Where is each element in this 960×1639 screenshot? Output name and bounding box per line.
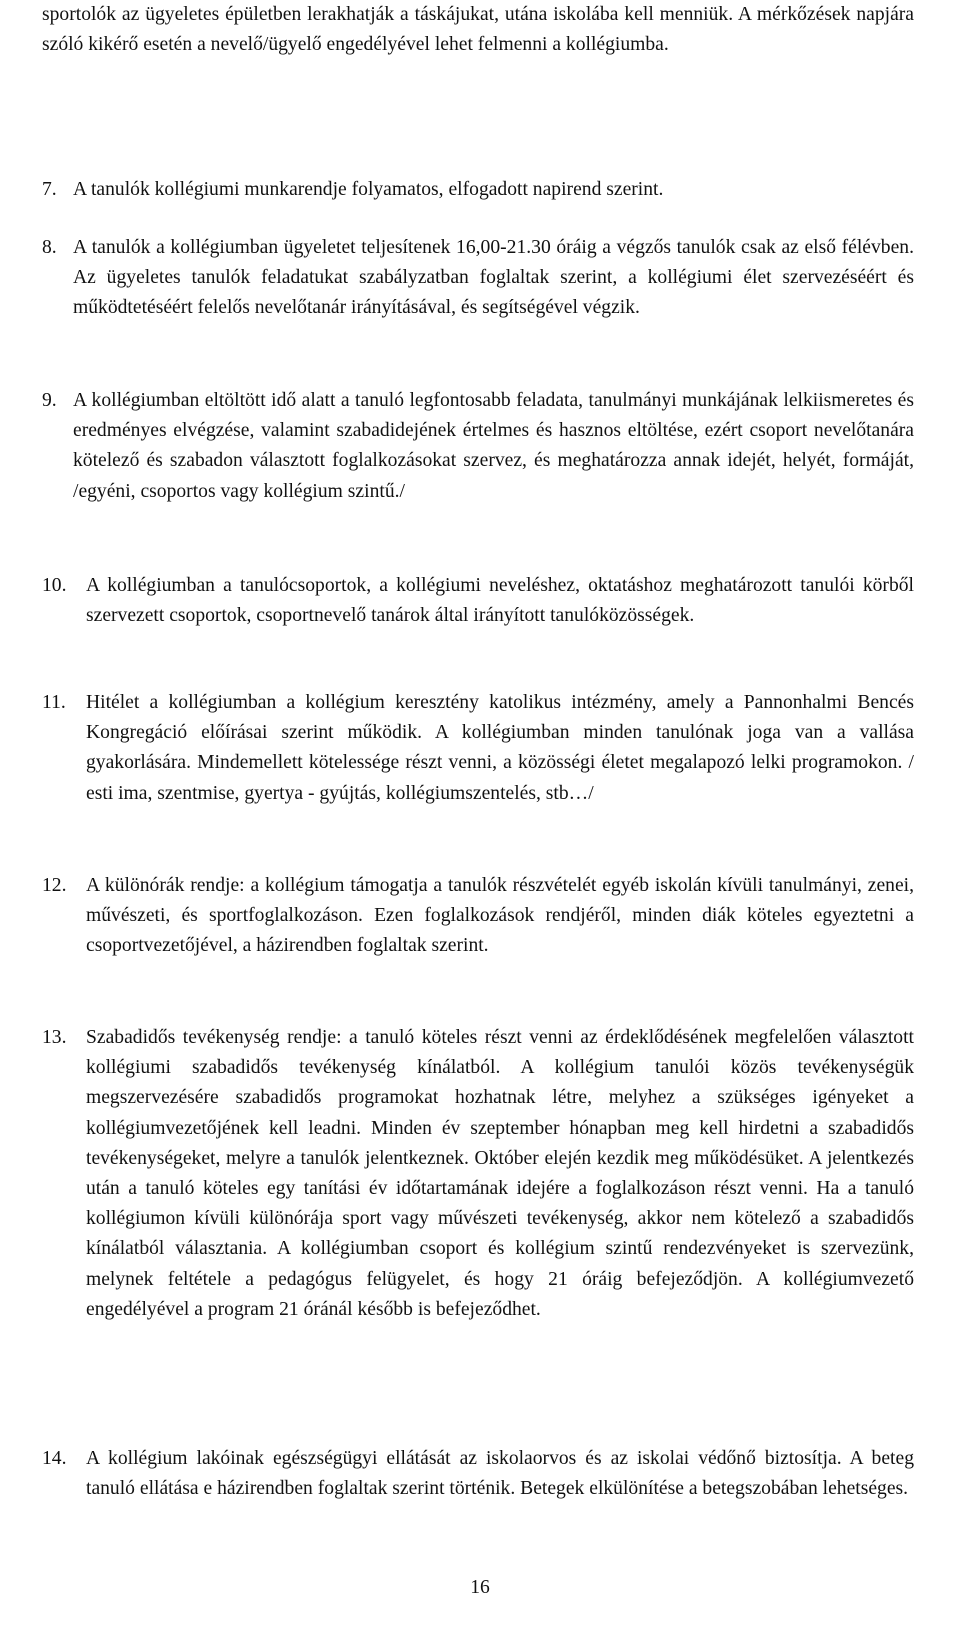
list-item-7 — [42, 175, 914, 205]
item-number: 11. — [42, 692, 66, 713]
item-number: 13. — [42, 1027, 67, 1048]
list-item-10 — [42, 571, 914, 631]
page-number: 16 — [470, 1577, 490, 1598]
item-number: 10. — [42, 575, 67, 596]
list-item-9 — [42, 386, 914, 507]
item-number: 14. — [42, 1448, 67, 1469]
item-text: Szabadidős tevékenység rendje: a tanuló köteles részt venni az érdeklődésének megfelelően választott kollégiumi szabadidős tevékenység kínálatból. A kollégium tanulói közös tevékenységük megszervezésére szabadidős programokat hozhatnak létre, melyhez a szükséges igényeket a kollégiumvezetőjének kell leadni. Minden év szeptember hónapban meg kell hirdetni a szabadidős tevékenységeket, melyre a tanulók jelentkeznek. Október elején kezdik meg működésüket. A jelentkezés után a tanuló köteles egy tanítási év időtartamának idejére a foglalkozáson részt venni. Ha a tanuló kollégiumon kívüli különórája sport vagy művészeti tevékenység, akkor nem kötelező a szabadidős kínálatból választania. A kollégiumban csoport és kollégium szintű rendezvényeket is szervezünk, melynek feltétele a pedagógus felügyelet, és hogy 21 óráig befejeződjön. A kollégiumvezető engedélyével a program 21 óránál később is befejeződhet. — [86, 1027, 914, 1320]
list-item-11 — [42, 688, 914, 809]
item-number: 9. — [42, 390, 57, 411]
item-text: A különórák rendje: a kollégium támogatja a tanulók részvételét egyéb iskolán kívüli tanulmányi, zenei, művészeti, és sportfoglalkozáson. Ezen foglalkozások rendjéről, minden diák köteles egyeztetni a csoportvezetőjével, a házirendben foglaltak szerint. — [86, 875, 914, 957]
list-item-12 — [42, 871, 914, 962]
list-item-14 — [42, 1444, 914, 1504]
intro-paragraph: sportolók az ügyeletes épületben lerakhatják a táskájukat, utána iskolába kell menniük. A mérkőzések napjára szóló kikérő esetén a nevelő/ügyelő engedélyével lehet felmenni a kollégiumba. — [42, 4, 914, 56]
item-number: 12. — [42, 875, 67, 896]
item-number: 7. — [42, 179, 57, 200]
item-text: A tanulók a kollégiumban ügyeletet teljesítenek 16,00-21.30 óráig a végzős tanulók csak az első félévben. Az ügyeletes tanulók feladatukat szabályzatban foglaltak szerint, a kollégiumi élet szervezéséért és működtetéséért felelős nevelőtanár irányításával, és segítségével végzik. — [73, 237, 914, 319]
item-text: A kollégium lakóinak egészségügyi ellátását az iskolaorvos és az iskolai védőnő biztosítja. A beteg tanuló ellátása e házirendben foglaltak szerint történik. Betegek elkülönítése a betegszobában lehetséges. — [86, 1448, 914, 1500]
item-text: A kollégiumban a tanulócsoportok, a kollégiumi neveléshez, oktatáshoz meghatározott tanulói körből szervezett csoportok, csoportnevelő tanárok által irányított tanulóközösségek. — [86, 575, 914, 627]
item-text: A tanulók kollégiumi munkarendje folyamatos, elfogadott napirend szerint. — [73, 179, 664, 200]
list-item-8 — [42, 233, 914, 324]
item-text: A kollégiumban eltöltött idő alatt a tanuló legfontosabb feladata, tanulmányi munkájának lelkiismeretes és eredményes elvégzése, valamint szabadidejének értelmes és hasznos eltöltése, ezért csoport nevelőtanára kötelező és szabadon választott foglalkozásokat szervez, és meghatározza annak idejét, helyét, formáját, /egyéni, csoportos vagy kollégium szintű./ — [73, 390, 914, 502]
item-text: Hitélet a kollégiumban a kollégium keresztény katolikus intézmény, amely a Pannonhalmi Bencés Kongregáció előírásai szerint működik. A kollégiumban minden tanulónak joga van a vallása gyakorlására. Mindemellett kötelessége részt venni, a közösségi életet megalapozó lelki programokon. / esti ima, szentmise, gyertya - gyújtás, kollégiumszentelés, stb…/ — [86, 692, 914, 804]
item-number: 8. — [42, 237, 57, 258]
list-item-13 — [42, 1023, 914, 1325]
